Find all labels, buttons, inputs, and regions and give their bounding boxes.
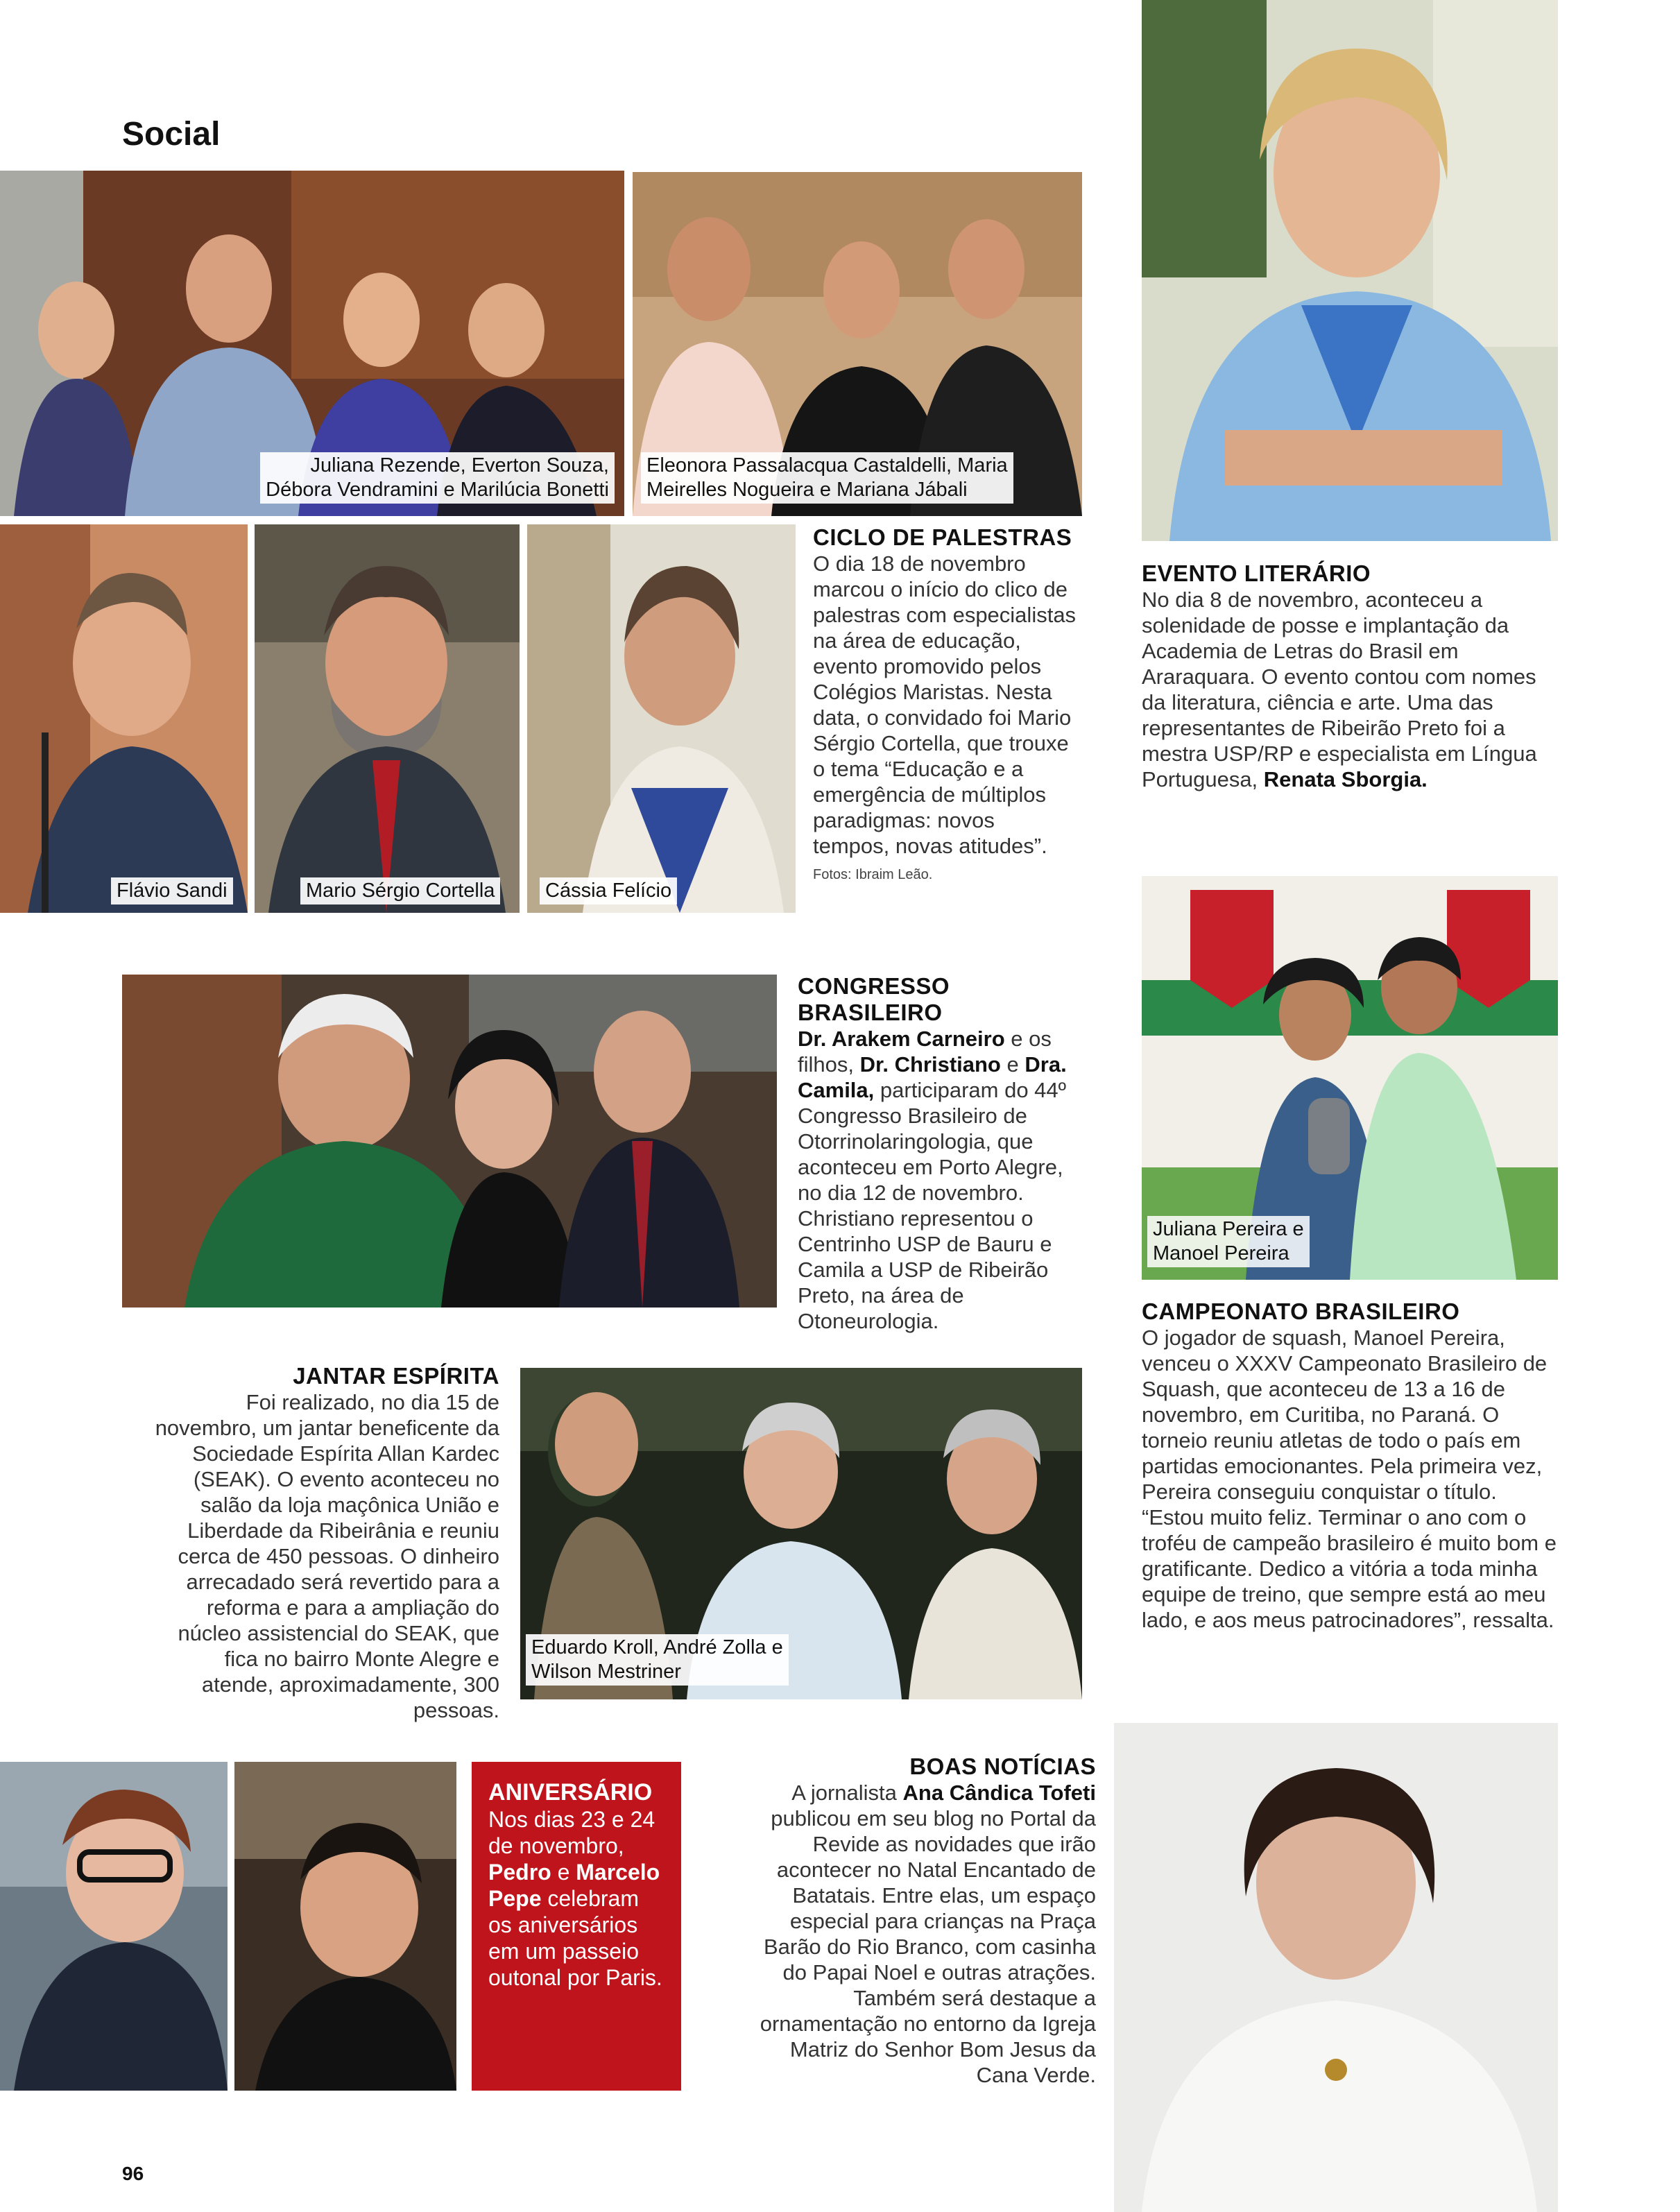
- photo-caption: Mario Sérgio Cortella: [300, 877, 500, 904]
- photo-caption: Cássia Felício: [540, 877, 677, 904]
- article-jantar-espirita: [153, 1363, 499, 1723]
- highlight-name: Dra. Camila,: [798, 1052, 1067, 1102]
- article-text: e: [1006, 1052, 1019, 1077]
- highlight-name: Ana Cândica Tofeti: [902, 1781, 1096, 1805]
- article-body: No dia 8 de novembro, aconteceu a solenidade de posse e implantação da Academia de Letras do Brasil em Araraquara. O evento contou com nomes da literatura, ciência e arte. Uma das representantes de Ribeirão Preto foi a mestra USP/RP e especialista em Língua Portuguesa,: [1142, 588, 1537, 791]
- highlight-name: Pedro: [488, 1860, 551, 1885]
- article-body: O jogador de squash, Manoel Pereira, venceu o XXXV Campeonato Brasileiro de Squash, que aconteceu de 13 a 16 de novembro, em Curitiba, no Paraná. O torneio reuniu atletas de todo o país em partidas emocionantes. Pela primeira vez, Pereira conseguiu conquistar o título. “Estou muito feliz. Terminar o ano com o troféu de campeão brasileiro é muito bom e gratificante. Dedico a vitória a toda minha equipe de treino, que sempre está ao meu lado, e aos meus patrocinadores”, ressalta.: [1142, 1326, 1557, 1632]
- article-heading: CICLO DE PALESTRAS: [813, 524, 1072, 550]
- article-ciclo-palestras: [813, 524, 1077, 888]
- caption-line: Eduardo Kroll, André Zolla e: [531, 1636, 783, 1658]
- article-text: e os filhos,: [798, 1027, 1052, 1077]
- section-title: Social: [122, 116, 221, 153]
- photo-flavio-sandi: [0, 524, 248, 913]
- caption-line: Débora Vendramini e Marilúcia Bonetti: [266, 479, 609, 501]
- photo-jantar-trio: [520, 1368, 1082, 1699]
- photo-caption: [1147, 1216, 1310, 1267]
- aniversario-box: [472, 1762, 681, 2091]
- photo-renata-sborgia: [1142, 0, 1558, 541]
- photo-squash-champions: [1142, 876, 1558, 1280]
- article-text: e: [557, 1860, 570, 1885]
- photo-caption: [260, 452, 615, 504]
- highlight-name: Dr. Christiano: [859, 1052, 1001, 1077]
- caption-line: Manoel Pereira: [1153, 1242, 1289, 1264]
- caption-line: Eleonora Passalacqua Castaldelli, Maria: [646, 454, 1008, 477]
- article-body: participaram do 44º Congresso Brasileiro de Otorrinolaringologia, que aconteceu em Porto Alegre, no dia 12 de novembro. Christiano representou o Centrinho USP de Bauru e Camila a USP de Ribeirão Preto, na área de Otoneurologia.: [798, 1078, 1066, 1333]
- article-campeonato-brasileiro: [1142, 1298, 1558, 1633]
- photo-marcelo-pepe: [234, 1762, 456, 2091]
- photo-caption: [526, 1634, 789, 1686]
- photo-marista-group: [0, 171, 624, 516]
- article-heading: EVENTO LITERÁRIO: [1142, 560, 1371, 586]
- photo-caption: Flávio Sandi: [111, 877, 233, 904]
- article-boas-noticias: [735, 1754, 1096, 2088]
- photo-mario-sergio-cortella: [255, 524, 520, 913]
- article-heading: JANTAR ESPÍRITA: [293, 1363, 499, 1389]
- article-heading: CAMPEONATO BRASILEIRO: [1142, 1298, 1460, 1324]
- photo-pedro: [0, 1762, 228, 2091]
- photo-three-women: [633, 172, 1082, 516]
- highlight-name: Marcelo Pepe: [488, 1860, 660, 1911]
- photo-congresso-otorrino: [122, 975, 777, 1308]
- highlight-name: Dr. Arakem Carneiro: [798, 1027, 1005, 1051]
- article-body: publicou em seu blog no Portal da Revide as novidades que irão acontecer no Natal Encantado de Batatais. Entre elas, um espaço especial para crianças na Praça Barão do Rio Branco, com casinha do Papai Noel e outras atrações. Também será destaque a ornamentação no entorno da Igreja Matriz do Senhor Bom Jesus da Cana Verde.: [760, 1806, 1096, 2087]
- caption-line: Juliana Rezende, Everton Souza,: [310, 454, 609, 477]
- article-congresso-brasileiro: [798, 973, 1082, 1334]
- caption-line: Meirelles Nogueira e Mariana Jábali: [646, 479, 968, 501]
- article-text: celebram os aniversários em um passeio outonal por Paris.: [488, 1886, 662, 1990]
- article-heading: BOAS NOTÍCIAS: [909, 1754, 1096, 1779]
- article-text: A jornalista: [791, 1781, 897, 1805]
- article-heading: ANIVERSÁRIO: [488, 1779, 653, 1806]
- photo-credit: Fotos: Ibraim Leão.: [813, 867, 933, 882]
- photo-ana-candica-tofeti: [1114, 1723, 1558, 2212]
- photo-cassia-felicio: [527, 524, 796, 913]
- article-text: Nos dias 23 e 24 de novembro,: [488, 1807, 655, 1858]
- article-evento-literario: [1142, 560, 1558, 792]
- article-heading: CONGRESSO BRASILEIRO: [798, 973, 950, 1025]
- highlight-name: Renata Sborgia.: [1263, 767, 1428, 791]
- photo-caption: [641, 452, 1013, 504]
- page-number: 96: [122, 2163, 144, 2184]
- article-body: Foi realizado, no dia 15 de novembro, um jantar beneficente da Sociedade Espírita Allan Kardec (SEAK). O evento aconteceu no salão da loja maçônica União e Liberdade da Ribeirânia e reuniu cerca de 450 pessoas. O dinheiro arrecadado será revertido para a reforma e para a ampliação do núcleo assistencial do SEAK, que fica no bairro Monte Alegre e atende, aproximadamente, 300 pessoas.: [155, 1390, 499, 1722]
- article-body: O dia 18 de novembro marcou o início do clico de palestras com especialistas na área de educação, evento promovido pelos Colégios Maristas. Nesta data, o convidado foi Mario Sérgio Cortella, que trouxe o tema “Educação e a emergência de múltiplos paradigmas: novos tempos, novas atitudes”.: [813, 551, 1077, 858]
- caption-line: Wilson Mestriner: [531, 1661, 681, 1683]
- caption-line: Juliana Pereira e: [1153, 1218, 1304, 1240]
